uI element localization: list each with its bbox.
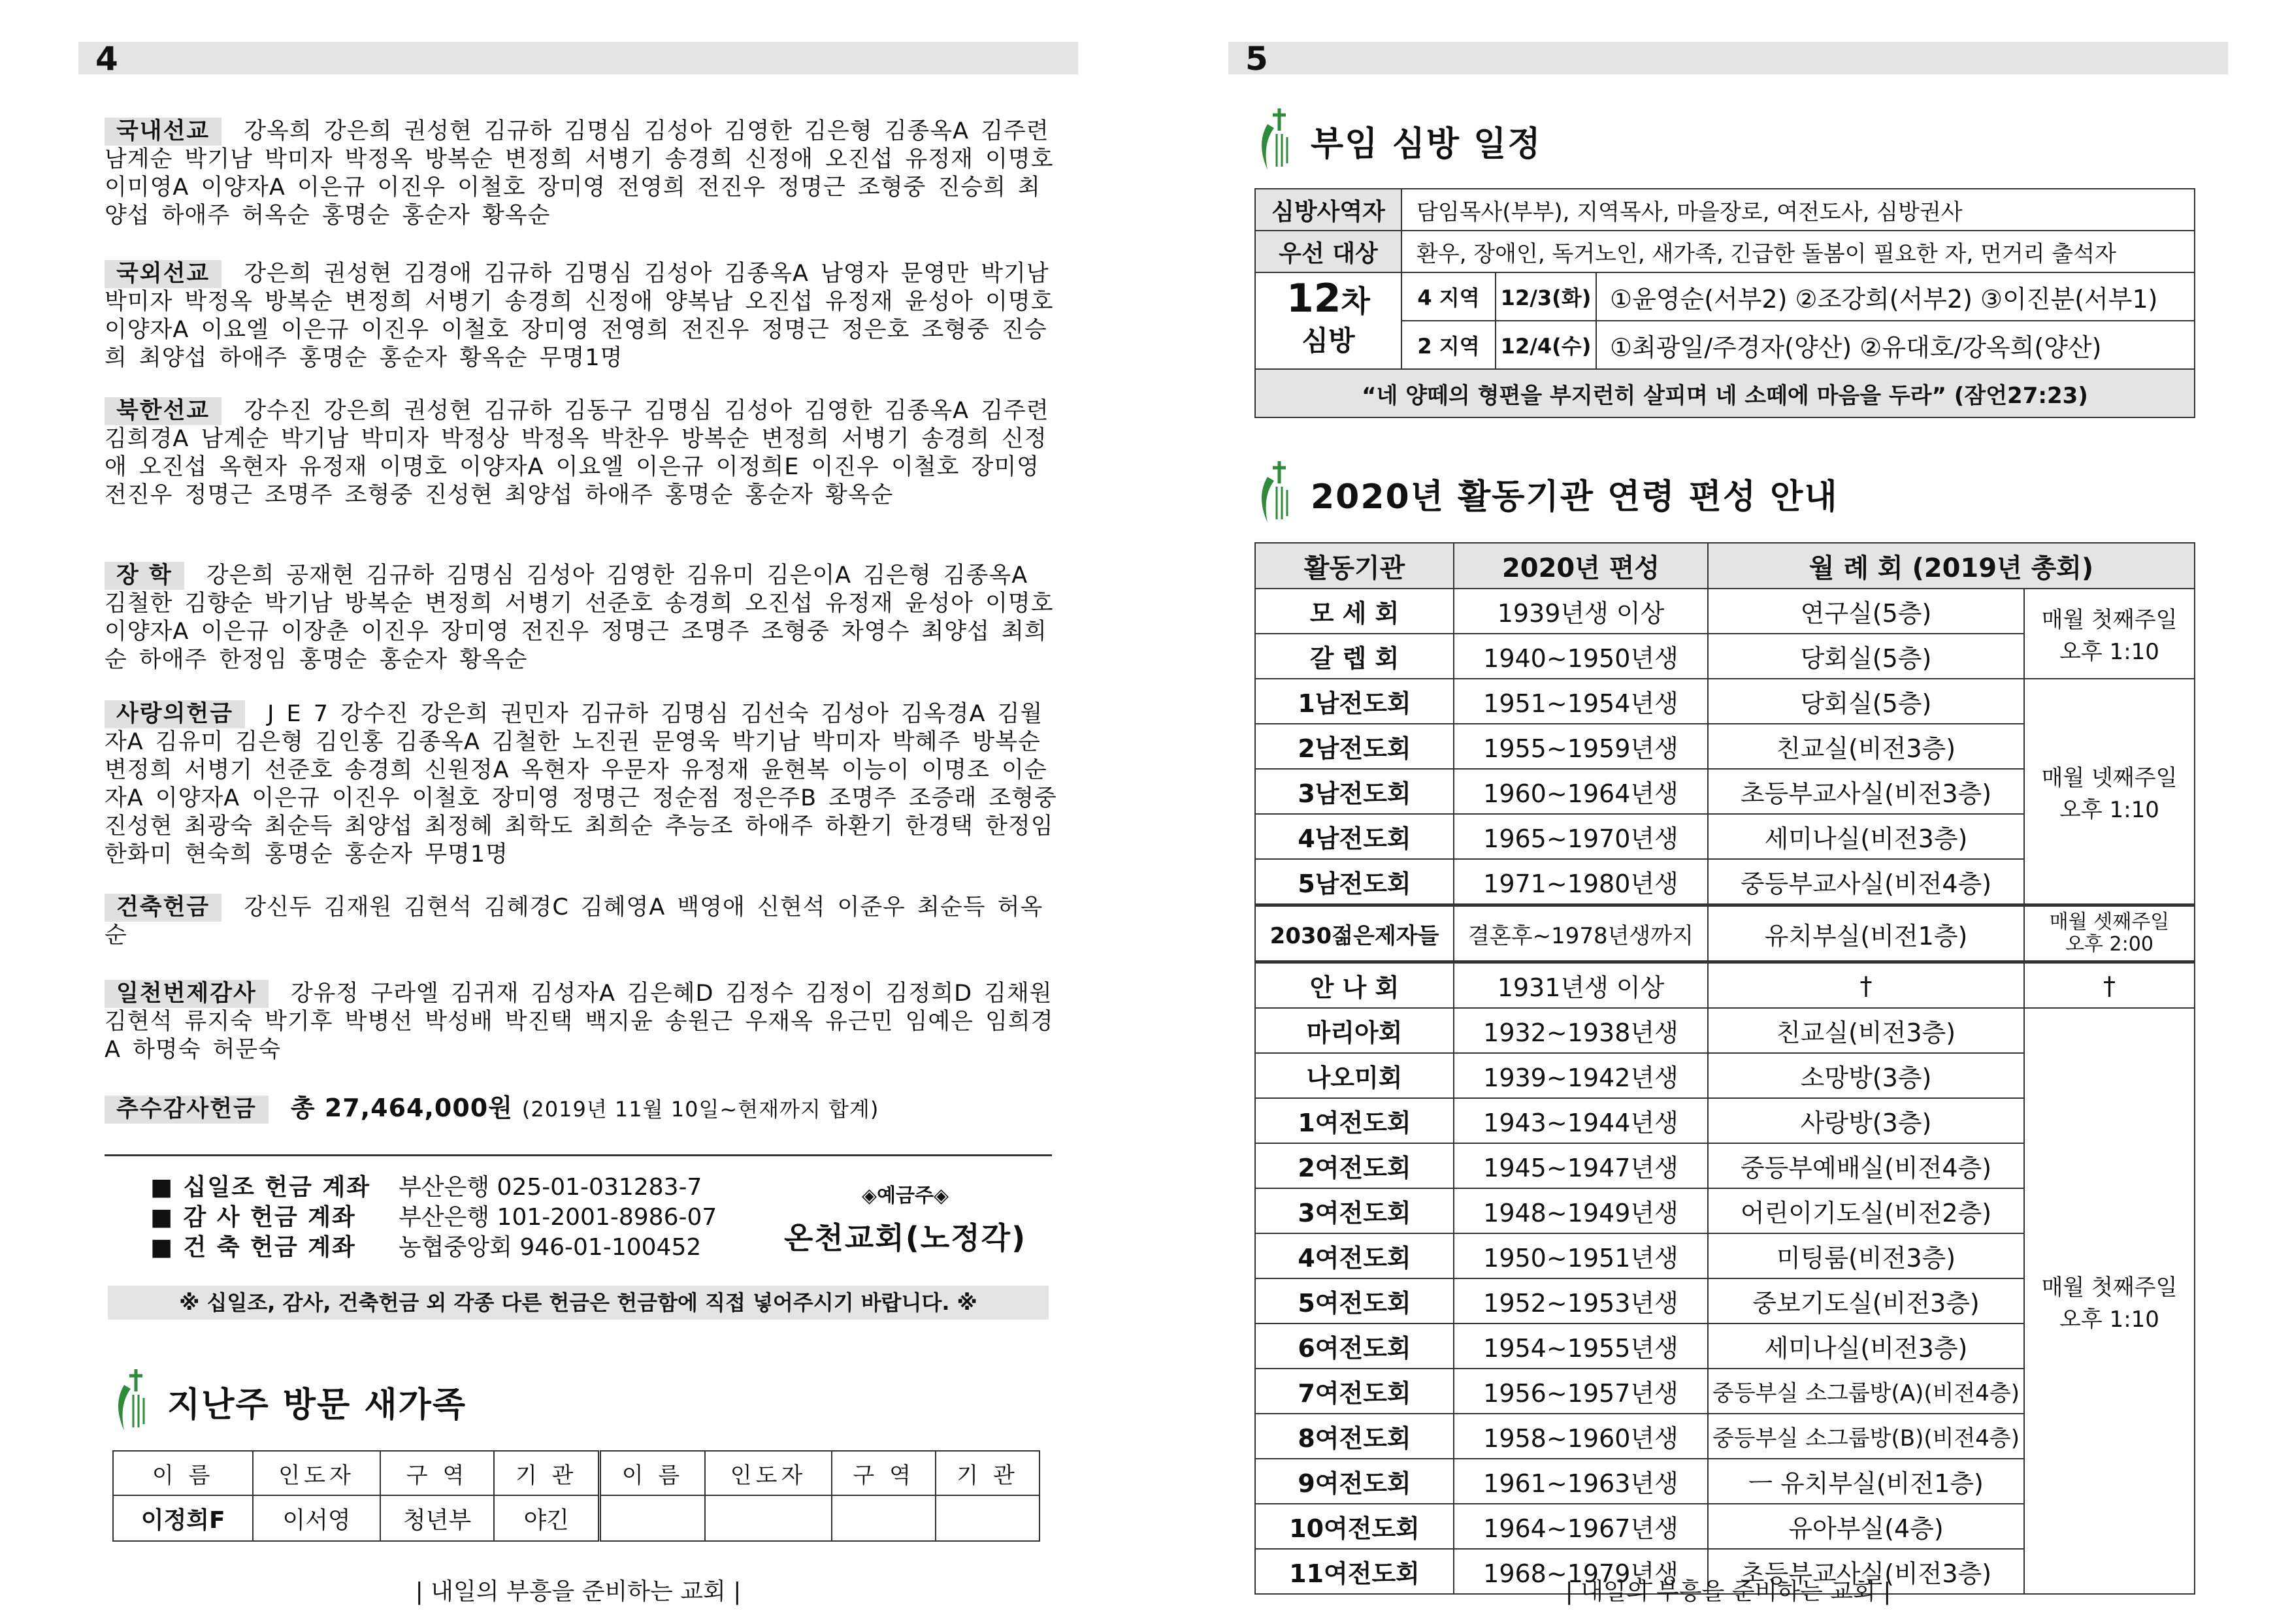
donor-names: 강은희 권성현 김경애 김규하 김명심 김성아 김종옥A 남영자 문영만 박기남 박미자 박정옥 방복순 변정희 서병기 송경희 신정애 양복남 오진섭 유정재 윤성아 이명호 이양자A 이요엘 이은규 이진우 이철호 장미영 전영희 전진우 정명근 정은호 조형중 진승희 최양섭 하애주 홍명순 홍순자 황옥순 무명1명 — [105, 261, 1054, 371]
donor-names: J E 7 강수진 강은희 권민자 김규하 김명심 김선숙 김성아 김옥경A 김월자A 김유미 김은형 김인홍 김종옥A 김철한 노진권 문영욱 박기남 박미자 박혜주 방복순 변정희 서병기 선준호 송경희 신원정A 옥현자 우문자 유정재 윤현복 이능이 이명조 이순자A 이양자A 이은규 이진우 이철호 장미영 정명근 정순점 정은주B 조명주 조증래 조형중 진성현 최광숙 최순득 최양섭 최정혜 최학도 최희순 추능조 하애주 하환기 한경택 한정임 한화미 현숙희 홍명순 홍순자 무명1명 — [105, 701, 1057, 868]
org-year: 1971~1980년생 — [1454, 859, 1708, 905]
church-logo-icon — [111, 1365, 150, 1437]
org-year: 1948~1949년생 — [1454, 1188, 1708, 1233]
page-header-right — [1228, 40, 2228, 78]
table-cell: 청년부 — [380, 1495, 495, 1541]
org-name: 모 세 회 — [1255, 589, 1454, 634]
donor-names: 강수진 강은희 권성현 김규하 김동구 김명심 김성아 김영한 김종옥A 김주련 김희경A 남계순 박기남 박미자 박정상 박정옥 박찬우 방복순 변정희 서병기 송경희 신정애 오진섭 옥현자 유정재 이명호 이양자A 이요엘 이은규 이정희E 이진우 이철호 장미영 전진우 정명근 조명주 조형중 진성현 최양섭 하애주 홍명순 홍순자 황옥순 — [105, 398, 1049, 508]
org-room: ㅡ 유치부실(비전1층) — [1708, 1459, 2024, 1504]
footer: | 내일의 부흥을 준비하는 교회 | — [415, 1578, 742, 1605]
meeting-time: 매월 첫째주일 오후 1:10 — [2024, 589, 2195, 679]
org-year: 1943~1944년생 — [1454, 1098, 1708, 1143]
bank-label: ■ 십일조 헌금 계좌 — [150, 1174, 371, 1201]
col-header: 인도자 — [253, 1451, 380, 1495]
people-cell: ①윤영순(서부2) ②조강희(서부2) ③이진분(서부1) — [1596, 272, 2195, 321]
bank-row — [150, 1173, 717, 1203]
org-name: 2여전도회 — [1255, 1143, 1454, 1188]
org-year: 결혼후~1978년생까지 — [1454, 905, 1708, 962]
row-value: 환우, 장애인, 독거노인, 새가족, 긴급한 돌봄이 필요한 자, 먼거리 출석자 — [1401, 231, 2195, 272]
org-room: 친교실(비전3층) — [1708, 724, 2024, 769]
section-label: 추수감사헌금 — [105, 1096, 269, 1124]
org-year: 1960~1964년생 — [1454, 769, 1708, 814]
org-title — [1254, 457, 1839, 529]
table-row — [1255, 679, 2195, 724]
col-header: 인도자 — [705, 1451, 832, 1495]
section-title-text: 2020년 활동기관 연령 편성 안내 — [1311, 477, 1839, 517]
date-cell: 12/4(수) — [1496, 321, 1596, 369]
section-label: 사랑의헌금 — [105, 700, 245, 728]
bank-label: ■ 건 축 헌금 계좌 — [150, 1234, 356, 1261]
visitors-title — [111, 1365, 467, 1437]
thanks-note: (2019년 11월 10일~현재까지 합계) — [521, 1097, 879, 1122]
church-logo-icon — [1254, 105, 1294, 176]
people-cell: ①최광일/주경자(양산) ②유대호/강옥희(양산) — [1596, 321, 2195, 369]
org-name: 3여전도회 — [1255, 1188, 1454, 1233]
bank-row — [150, 1203, 717, 1233]
org-room: 유치부실(비전1층) — [1708, 905, 2024, 962]
org-year: 1940~1950년생 — [1454, 634, 1708, 679]
page-header-left — [78, 40, 1078, 78]
org-name: 8여전도회 — [1255, 1414, 1454, 1459]
org-room: 세미나실(비전3층) — [1708, 814, 2024, 859]
table-row — [113, 1495, 1040, 1541]
donor-section — [105, 562, 1058, 674]
donor-section — [105, 980, 1058, 1064]
org-room: 미팅룸(비전3층) — [1708, 1233, 2024, 1278]
section-label: 북한선교 — [105, 397, 221, 425]
table-cell: 이서영 — [253, 1495, 380, 1541]
section-label: 건축헌금 — [105, 894, 221, 922]
org-name: 4여전도회 — [1255, 1233, 1454, 1278]
visit-schedule-table — [1254, 188, 2195, 418]
donor-names: 강은희 공재현 김규하 김명심 김성아 김영한 김유미 김은이A 김은형 김종옥A 김철한 김향순 박기남 방복순 변정희 서병기 선준호 송경희 오진섭 유정재 윤성아 이명호 이양자A 이은규 이장춘 이진우 장미영 전진우 정명근 조명주 조형중 차영수 최양섭 최희순 하애주 한정임 홍명순 홍순자 황옥순 — [105, 562, 1054, 673]
donor-section — [105, 700, 1058, 869]
footer: | 내일의 부흥을 준비하는 교회 | — [1565, 1578, 1891, 1605]
round-cell — [1255, 272, 1401, 369]
donor-names: 강신두 김재원 김현석 김혜경C 김혜영A 백영애 신현석 이준우 최순득 허옥순 — [105, 894, 1043, 949]
divider — [105, 1154, 1052, 1156]
org-year: 1945~1947년생 — [1454, 1143, 1708, 1188]
table-row — [1255, 231, 2195, 272]
round-number: 12 — [1286, 276, 1341, 321]
meeting-time: † — [2024, 962, 2195, 1009]
org-room: 사랑방(3층) — [1708, 1098, 2024, 1143]
org-room: 친교실(비전3층) — [1708, 1008, 2024, 1053]
org-name: 3남전도회 — [1255, 769, 1454, 814]
section-title-text: 부임 심방 일정 — [1311, 124, 1542, 164]
org-name: 5여전도회 — [1255, 1278, 1454, 1324]
org-room: † — [1708, 962, 2024, 1009]
table-header-row — [113, 1451, 1040, 1495]
col-header: 구 역 — [832, 1451, 936, 1495]
account-owner — [784, 1179, 1026, 1258]
round-label: 심방 — [1302, 325, 1355, 357]
org-room: 중등부예배실(비전4층) — [1708, 1143, 2024, 1188]
bible-verse: “네 양떼의 형편을 부지런히 살피며 네 소떼에 마음을 두라” (잠언27:23) — [1255, 369, 2195, 417]
col-header: 이 름 — [113, 1451, 253, 1495]
col-header: 이 름 — [600, 1451, 705, 1495]
round-suffix: 차 — [1341, 284, 1370, 319]
donor-names: 강옥희 강은희 권성현 김규하 김명심 김성아 김영한 김은형 김종옥A 김주련 남계순 박기남 박미자 박정옥 방복순 변정희 서병기 송경희 신정애 오진섭 유정재 이명호 이미영A 이양자A 이은규 이진우 이철호 장미영 전영희 전진우 정명근 조형중 진승희 최양섭 하애주 허옥순 홍명순 홍순자 황옥순 — [105, 118, 1054, 229]
org-name: 갈 렙 회 — [1255, 634, 1454, 679]
org-room: 초등부교사실(비전3층) — [1708, 1549, 2024, 1594]
area-cell: 2 지역 — [1401, 321, 1496, 369]
org-name: 5남전도회 — [1255, 859, 1454, 905]
table-row — [1255, 905, 2195, 962]
section-label: 일천번제감사 — [105, 980, 269, 1008]
org-name: 7여전도회 — [1255, 1369, 1454, 1414]
col-header: 기 관 — [494, 1451, 599, 1495]
org-name: 6여전도회 — [1255, 1324, 1454, 1369]
visit-title — [1254, 105, 1542, 176]
church-logo-icon — [1254, 457, 1294, 529]
org-room: 유아부실(4층) — [1708, 1504, 2024, 1549]
org-room: 초등부교사실(비전3층) — [1708, 769, 2024, 814]
org-year: 1931년생 이상 — [1454, 962, 1708, 1009]
org-year: 1952~1953년생 — [1454, 1278, 1708, 1324]
thanks-amount: 총 27,464,000원 — [290, 1094, 513, 1122]
org-year: 1951~1954년생 — [1454, 679, 1708, 724]
org-year: 1956~1957년생 — [1454, 1369, 1708, 1414]
org-room: 당회실(5층) — [1708, 679, 2024, 724]
table-cell: 야긴 — [494, 1495, 599, 1541]
org-room: 중보기도실(비전3층) — [1708, 1278, 2024, 1324]
meeting-time: 매월 넷째주일 오후 1:10 — [2024, 679, 2195, 905]
org-name: 나오미회 — [1255, 1053, 1454, 1098]
row-label: 우선 대상 — [1255, 231, 1401, 272]
org-year: 1961~1963년생 — [1454, 1459, 1708, 1504]
org-room: 세미나실(비전3층) — [1708, 1324, 2024, 1369]
table-cell — [936, 1495, 1040, 1541]
meeting-time: 매월 셋째주일 오후 2:00 — [2024, 905, 2195, 962]
bank-row — [150, 1233, 717, 1263]
bank-value: 부산은행 101-2001-8986-07 — [399, 1204, 717, 1231]
org-year: 1964~1967년생 — [1454, 1504, 1708, 1549]
donor-section — [105, 894, 1058, 950]
thanks-total — [105, 1094, 1058, 1124]
table-row — [1255, 189, 2195, 231]
section-label: 장 학 — [105, 562, 184, 590]
org-name: 마리아회 — [1255, 1008, 1454, 1053]
table-cell: 이정희F — [113, 1495, 253, 1541]
org-year: 1932~1938년생 — [1454, 1008, 1708, 1053]
org-year: 1965~1970년생 — [1454, 814, 1708, 859]
date-cell: 12/3(화) — [1496, 272, 1596, 321]
org-year: 1958~1960년생 — [1454, 1414, 1708, 1459]
area-cell: 4 지역 — [1401, 272, 1496, 321]
table-cell — [705, 1495, 832, 1541]
table-cell — [600, 1495, 705, 1541]
org-room: 중등부교사실(비전4층) — [1708, 859, 2024, 905]
org-year: 1954~1955년생 — [1454, 1324, 1708, 1369]
org-room: 중등부실 소그룹방(A)(비전4층) — [1708, 1369, 2024, 1414]
col-header: 2020년 편성 — [1454, 543, 1708, 589]
table-row — [1255, 369, 2195, 417]
table-row — [1255, 962, 2195, 1009]
bank-accounts — [150, 1173, 717, 1263]
bank-label: ■ 감 사 헌금 계좌 — [150, 1204, 356, 1231]
org-year: 1950~1951년생 — [1454, 1233, 1708, 1278]
org-room: 중등부실 소그룹방(B)(비전4층) — [1708, 1414, 2024, 1459]
row-label: 심방사역자 — [1255, 189, 1401, 231]
offering-notice: ※ 십일조, 감사, 건축헌금 외 각종 다른 헌금은 헌금함에 직접 넣어주시기 바랍니다. ※ — [108, 1286, 1049, 1320]
org-name: 10여전도회 — [1255, 1504, 1454, 1549]
section-label: 국내선교 — [105, 118, 221, 146]
table-cell — [832, 1495, 936, 1541]
table-header-row — [1255, 543, 2195, 589]
org-name: 안 나 회 — [1255, 962, 1454, 1009]
donor-section — [105, 397, 1058, 510]
row-value: 담임목사(부부), 지역목사, 마을장로, 여전도사, 심방권사 — [1401, 189, 2195, 231]
org-name: 4남전도회 — [1255, 814, 1454, 859]
bank-value: 부산은행 025-01-031283-7 — [399, 1174, 702, 1201]
org-room: 당회실(5층) — [1708, 634, 2024, 679]
donor-names: 강유정 구라엘 김귀재 김성자A 김은혜D 김정수 김정이 김정희D 김채원 김현석 류지숙 박기후 박병선 박성배 박진택 백지윤 송원근 우재옥 유근민 임예은 임희경A 하명숙 허문숙 — [105, 981, 1054, 1063]
donor-section — [105, 118, 1058, 230]
table-row — [1255, 1008, 2195, 1053]
visitors-table — [112, 1450, 1040, 1542]
owner-name: 온천교회(노정각) — [784, 1220, 1027, 1256]
section-label: 국외선교 — [105, 260, 221, 288]
org-year: 1955~1959년생 — [1454, 724, 1708, 769]
org-name: 2030젊은제자들 — [1255, 905, 1454, 962]
bank-value: 농협중앙회 946-01-100452 — [399, 1234, 702, 1261]
org-name: 1남전도회 — [1255, 679, 1454, 724]
org-room: 어린이기도실(비전2층) — [1708, 1188, 2024, 1233]
table-row — [1255, 272, 2195, 321]
col-header: 기 관 — [936, 1451, 1040, 1495]
org-name: 2남전도회 — [1255, 724, 1454, 769]
page-number: 4 — [95, 40, 118, 78]
org-name: 1여전도회 — [1255, 1098, 1454, 1143]
section-title-text: 지난주 방문 새가족 — [167, 1385, 467, 1425]
donor-section — [105, 260, 1058, 372]
org-year: 1968~1979년생 — [1454, 1549, 1708, 1594]
org-room: 연구실(5층) — [1708, 589, 2024, 634]
page-number: 5 — [1245, 40, 1268, 78]
org-year: 1939년생 이상 — [1454, 589, 1708, 634]
org-name: 9여전도회 — [1255, 1459, 1454, 1504]
col-header: 활동기관 — [1255, 543, 1454, 589]
meeting-time: 매월 첫째주일 오후 1:10 — [2024, 1008, 2195, 1594]
org-name: 11여전도회 — [1255, 1549, 1454, 1594]
col-header: 월 례 회 (2019년 총회) — [1708, 543, 2195, 589]
org-room: 소망방(3층) — [1708, 1053, 2024, 1098]
owner-title: ◈예금주◈ — [862, 1184, 949, 1207]
org-year: 1939~1942년생 — [1454, 1053, 1708, 1098]
table-row — [1255, 589, 2195, 634]
col-header: 구 역 — [380, 1451, 495, 1495]
org-table — [1254, 542, 2195, 1595]
